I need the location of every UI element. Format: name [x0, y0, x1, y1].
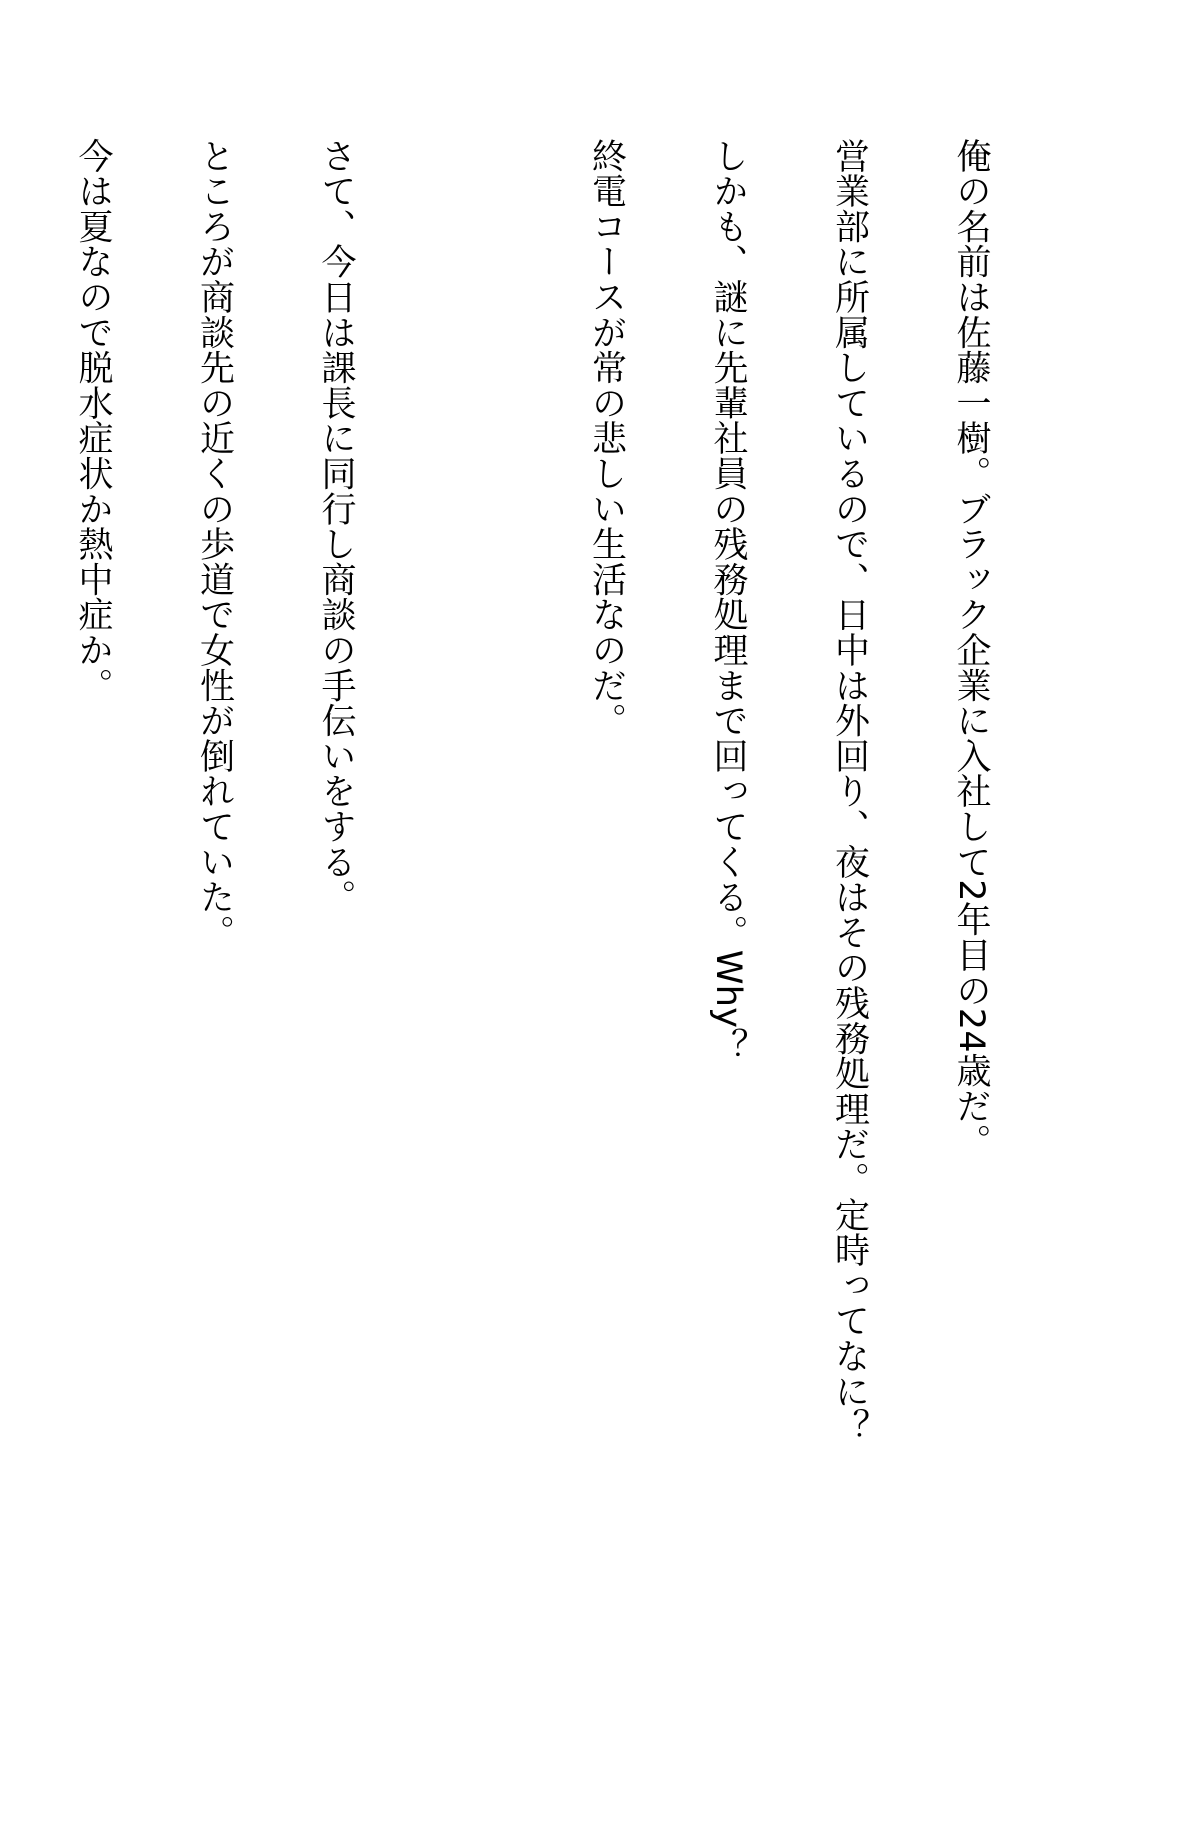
text-line: 今は夏なので脱水症状か熱中症か。	[73, 138, 113, 703]
vertical-text-block	[73, 138, 1072, 1668]
text-line: しかも、謎に先輩社員の残務処理まで回ってくる。Why？	[708, 138, 748, 1064]
paragraph-gap	[437, 138, 505, 1668]
text-line: さて、今日は課長に同行し商談の手伝いをする。	[316, 138, 356, 915]
text-line: 終電コースが常の悲しい生活なのだ。	[586, 138, 627, 739]
text-line: 俺の名前は佐藤一樹。ブラック企業に入社して2年目の24歳だ。	[951, 138, 991, 1159]
text-line: 営業部に所属しているので、日中は外回り、夜はその残務処理だ。定時ってなに？	[829, 138, 870, 1445]
text-line: ところが商談先の近くの歩道で女性が倒れていた。	[194, 138, 235, 950]
